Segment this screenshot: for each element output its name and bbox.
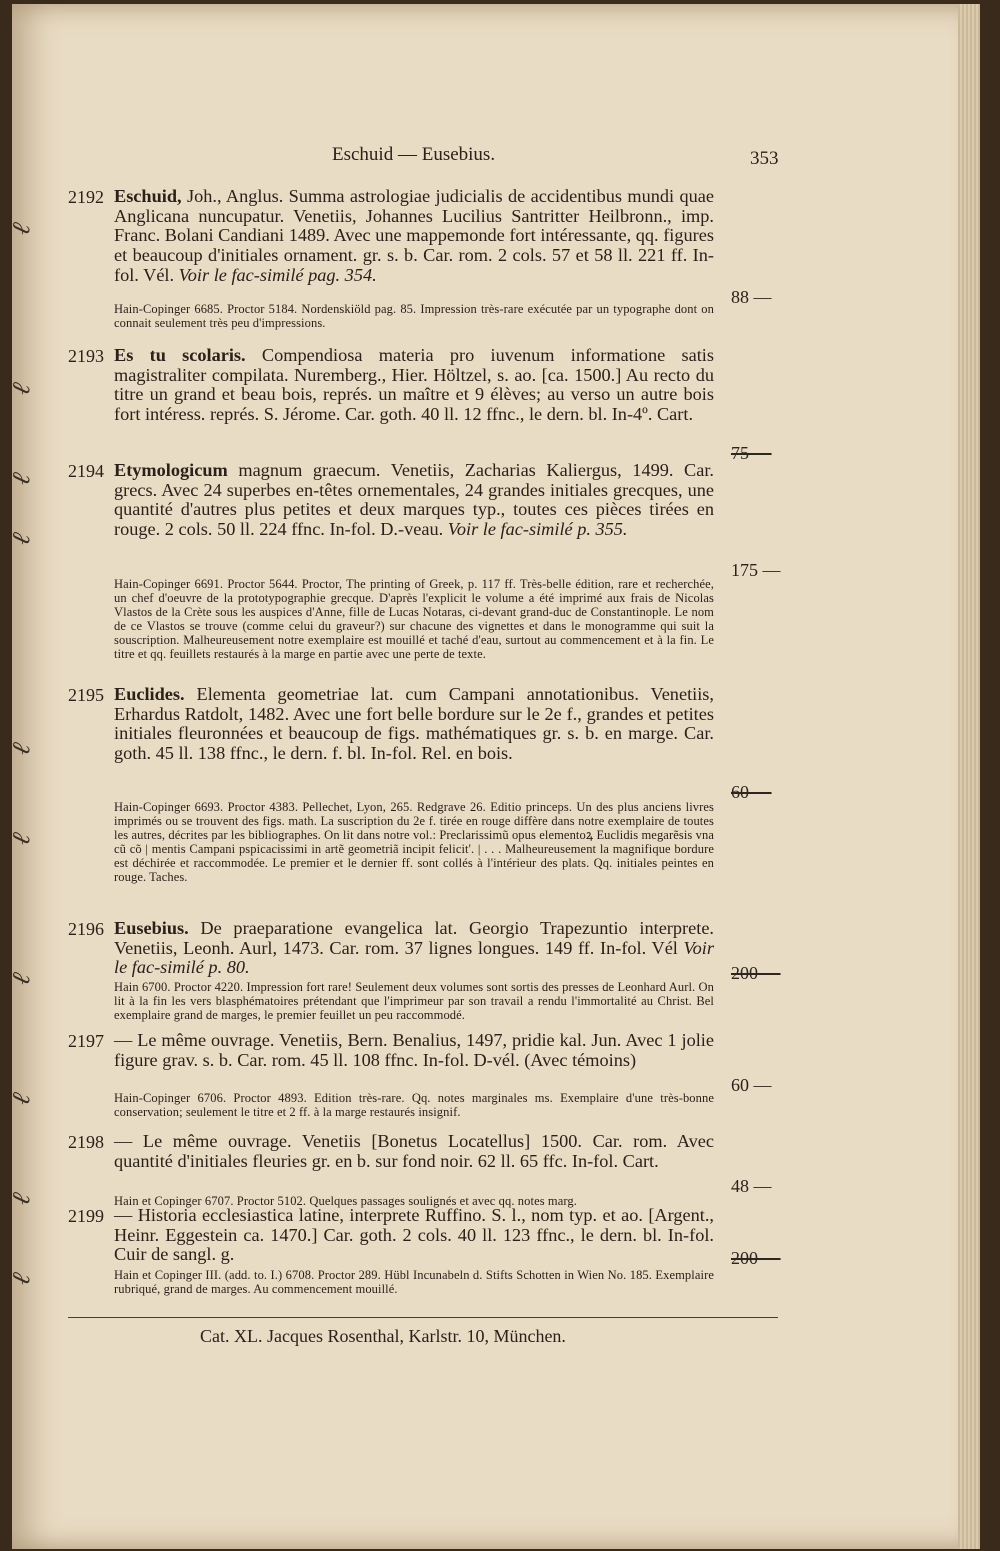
entry-number: 2195 [68,685,104,705]
entry-note: Hain-Copinger 6685. Proctor 5184. Nordenskiöld pag. 85. Impression très-rare exécutée par un typographe dont on connait seulement très peu d'impressions. [114,302,714,330]
entry-heading: Eusebius. [114,918,189,938]
entry-price: 75 — [731,443,772,463]
entry-note: Hain et Copinger III. (add. to. I.) 6708. Proctor 289. Hübl Incunabeln d. Stifts Schotten in Wien No. 185. Exemplaire rubriqué, grand de marges. Au commencement mouillé. [114,1268,714,1296]
entry-reference: Voir le fac-similé p. 80. [114,937,714,978]
entry-description [114,461,714,540]
entry-note: Hain-Copinger 6706. Proctor 4893. Edition très-rare. Qq. notes marginales ms. Exemplaire d'une très-bonne conservation; seulement le titre et 2 ff. à la marge restaurés insignif. [114,1091,714,1119]
entry-heading: Es tu scolaris. [114,345,246,365]
entry-note: Hain 6700. Proctor 4220. Impression fort rare! Seulement deux volumes sont sortis des presses de Leonhard Aurl. On lit à la fin les vers blasphématoires prétendant que l'imprimeur par son travail a rendu l'immortalité au Christ. Bel exemplaire grand de marges, le premier feuillet un peu raccommodé. [114,980,714,1022]
page-footer: Cat. XL. Jacques Rosenthal, Karlstr. 10, München. [200,1326,566,1346]
entry-text: De praeparatione evangelica lat. Georgio Trapezuntio interprete. Venetiis, Leonh. Aurl, 1473. Car. rom. 37 lignes longues. 149 ff. In-fol. Vél [114,918,714,958]
entry-heading: Euclides. [114,684,185,704]
entry-number: 2197 [68,1031,104,1051]
entry-description [114,346,714,425]
entry-heading: Eschuid, [114,186,182,206]
entry-text: Elementa geometriae lat. cum Campani annotationibus. Venetiis, Erhardus Ratdolt, 1482. Avec une fort belle bordure sur le 2e f., grandes et petites initiales fleuronnées et beaucoup de figs. mathématiques gr. s. b. en marge. Car. goth. 45 ll. 138 ffnc., le dern. f. bl. In-fol. Rel. en bois. [114,684,714,764]
footer-rule [68,1317,778,1318]
catalog-page [5,4,980,1549]
entry-description: — Historia ecclesiastica latine, interprete Ruffino. S. l., nom typ. et ao. [Argent., Heinr. Eggestein ca. 1470.] Car. goth. 2 cols. 40 ll. 123 ffnc., le dern. bl. In-fol. Cuir de sangl. g. [114,1205,714,1265]
page-number: 353 [750,148,779,169]
entry-number: 2199 [68,1206,104,1226]
entry-description [114,187,714,286]
page-header [12,144,980,174]
entry-description: — Le même ouvrage. Venetiis [Bonetus Locatellus] 1500. Car. rom. Avec quantité d'initiales fleuries gr. en b. sur fond noir. 62 ll. 65 ffc. In-fol. Cart. [114,1131,714,1171]
gutter-handwriting: ℓ ℓ ℓ ℓ ℓ ℓ ℓ ℓ ℓ ℓ [5,219,37,1288]
entry-note: Hain et Copinger 6707. Proctor 5102. Quelques passages soulignés et avec qq. notes marg. [114,1194,577,1208]
entry-description [114,919,714,978]
running-title: Eschuid — Eusebius. [332,144,496,165]
entry-price: 88 — [731,287,772,307]
entry-number: 2194 [68,461,104,481]
entry-number: 2193 [68,346,104,366]
entry-reference: Voir le fac-similé pag. 354. [178,264,377,285]
page-edge [958,4,980,1549]
entry-note: Hain-Copinger 6693. Proctor 4383. Pellechet, Lyon, 265. Redgrave 26. Editio princeps. Un des plus anciens livres imprimés ou se trouvent des figs. math. La suscription du 2e f. tirée en rouge diffère dans notre exemplaire de toutes les autres, décrites par les bibliographes. On lit dans notre vol.: Preclarissimũ opus elementoꝝ Euclidis megarẽsis vna cũ cõ | mentis Campani pspicacissimi in artẽ geometriã incipit felicit'. | . . . Malheureusement la magnifique bordure est déchirée et raccommodée. Le premier et le dernier ff. sont collés à l'intérieur des plats. Qq. initiales peintes en rouge. Taches. [114,800,714,884]
entry-text: Compendiosa materia pro iuvenum informatione satis magistraliter compilata. Nuremberg., Hier. Höltzel, s. ao. [ca. 1500.] Au recto du titre un grand et beau bois, représ. un maître et 9 élèves; au verso un autre bois fort intéress. représ. S. Jérome. Car. goth. 40 ll. 12 ffnc., le dern. bl. In-4º. Cart. [114,345,714,425]
entry-price: 60 — [731,1075,772,1095]
entry-number: 2198 [68,1132,104,1152]
entry-number: 2196 [68,919,104,939]
entry-text: magnum graecum. Venetiis, Zacharias Kaliergus, 1499. Car. grecs. Avec 24 superbes en-têtes ornementales, 24 grandes initiales grecques, une quantité d'autres plus petites et deux marques typ., toutes ces pièces tirées en rouge. 2 cols. 50 ll. 224 ffnc. In-fol. D.-veau. [114,460,714,540]
entry-heading: Etymologicum [114,460,228,480]
entry-note: Hain-Copinger 6691. Proctor 5644. Proctor, The printing of Greek, p. 117 ff. Très-belle édition, rare et recherchée, un chef d'oeuvre de la prototypographie grecque. D'après l'explicit le volume a été imprimé aux frais de Nicolas Vlastos de la Crète sous les auspices d'Anne, fille de Lucas Notaras, ci-devant grand-duc de Constantinople. Le nom de ce Vlastos se trouve (comme celui du graveur?) sur chacune des vignettes et dans le monogramme qui suit la souscription. Malheureusement notre exemplaire est mouillé et taché d'eau, surtout au commencement et à la fin. Le titre et qq. feuillets restaurés à la marge en partie avec une perte de texte. [114,577,714,661]
entry-reference: Voir le fac-similé p. 355. [447,519,628,540]
entry-description [114,685,714,764]
entry-price: 200 — [731,1248,781,1268]
entry-price: 175 — [731,560,781,580]
entry-price: 200 — [731,963,781,983]
entry-price: 60 — [731,782,772,802]
entry-description: — Le même ouvrage. Venetiis, Bern. Benalius, 1497, pridie kal. Jun. Avec 1 jolie figure grav. s. b. Car. rom. 45 ll. 108 ffnc. In-fol. D-vél. (Avec témoins) [114,1030,714,1070]
entry-price: 48 — [731,1176,772,1196]
entry-number: 2192 [68,187,104,207]
entry-text: Joh., Anglus. Summa astrologiae judicialis de accidentibus mundi quae Anglicana nuncupatur. Venetiis, Johannes Lucilius Santritter Heilbronn., imp. Franc. Bolani Candiani 1489. Avec une mappemonde fort intéressante, qq. figures et beaucoup d'initiales ornament. gr. s. b. Car. rom. 2 cols. 57 et 58 ll. 221 ff. In-fol. Vél. [114,186,714,285]
